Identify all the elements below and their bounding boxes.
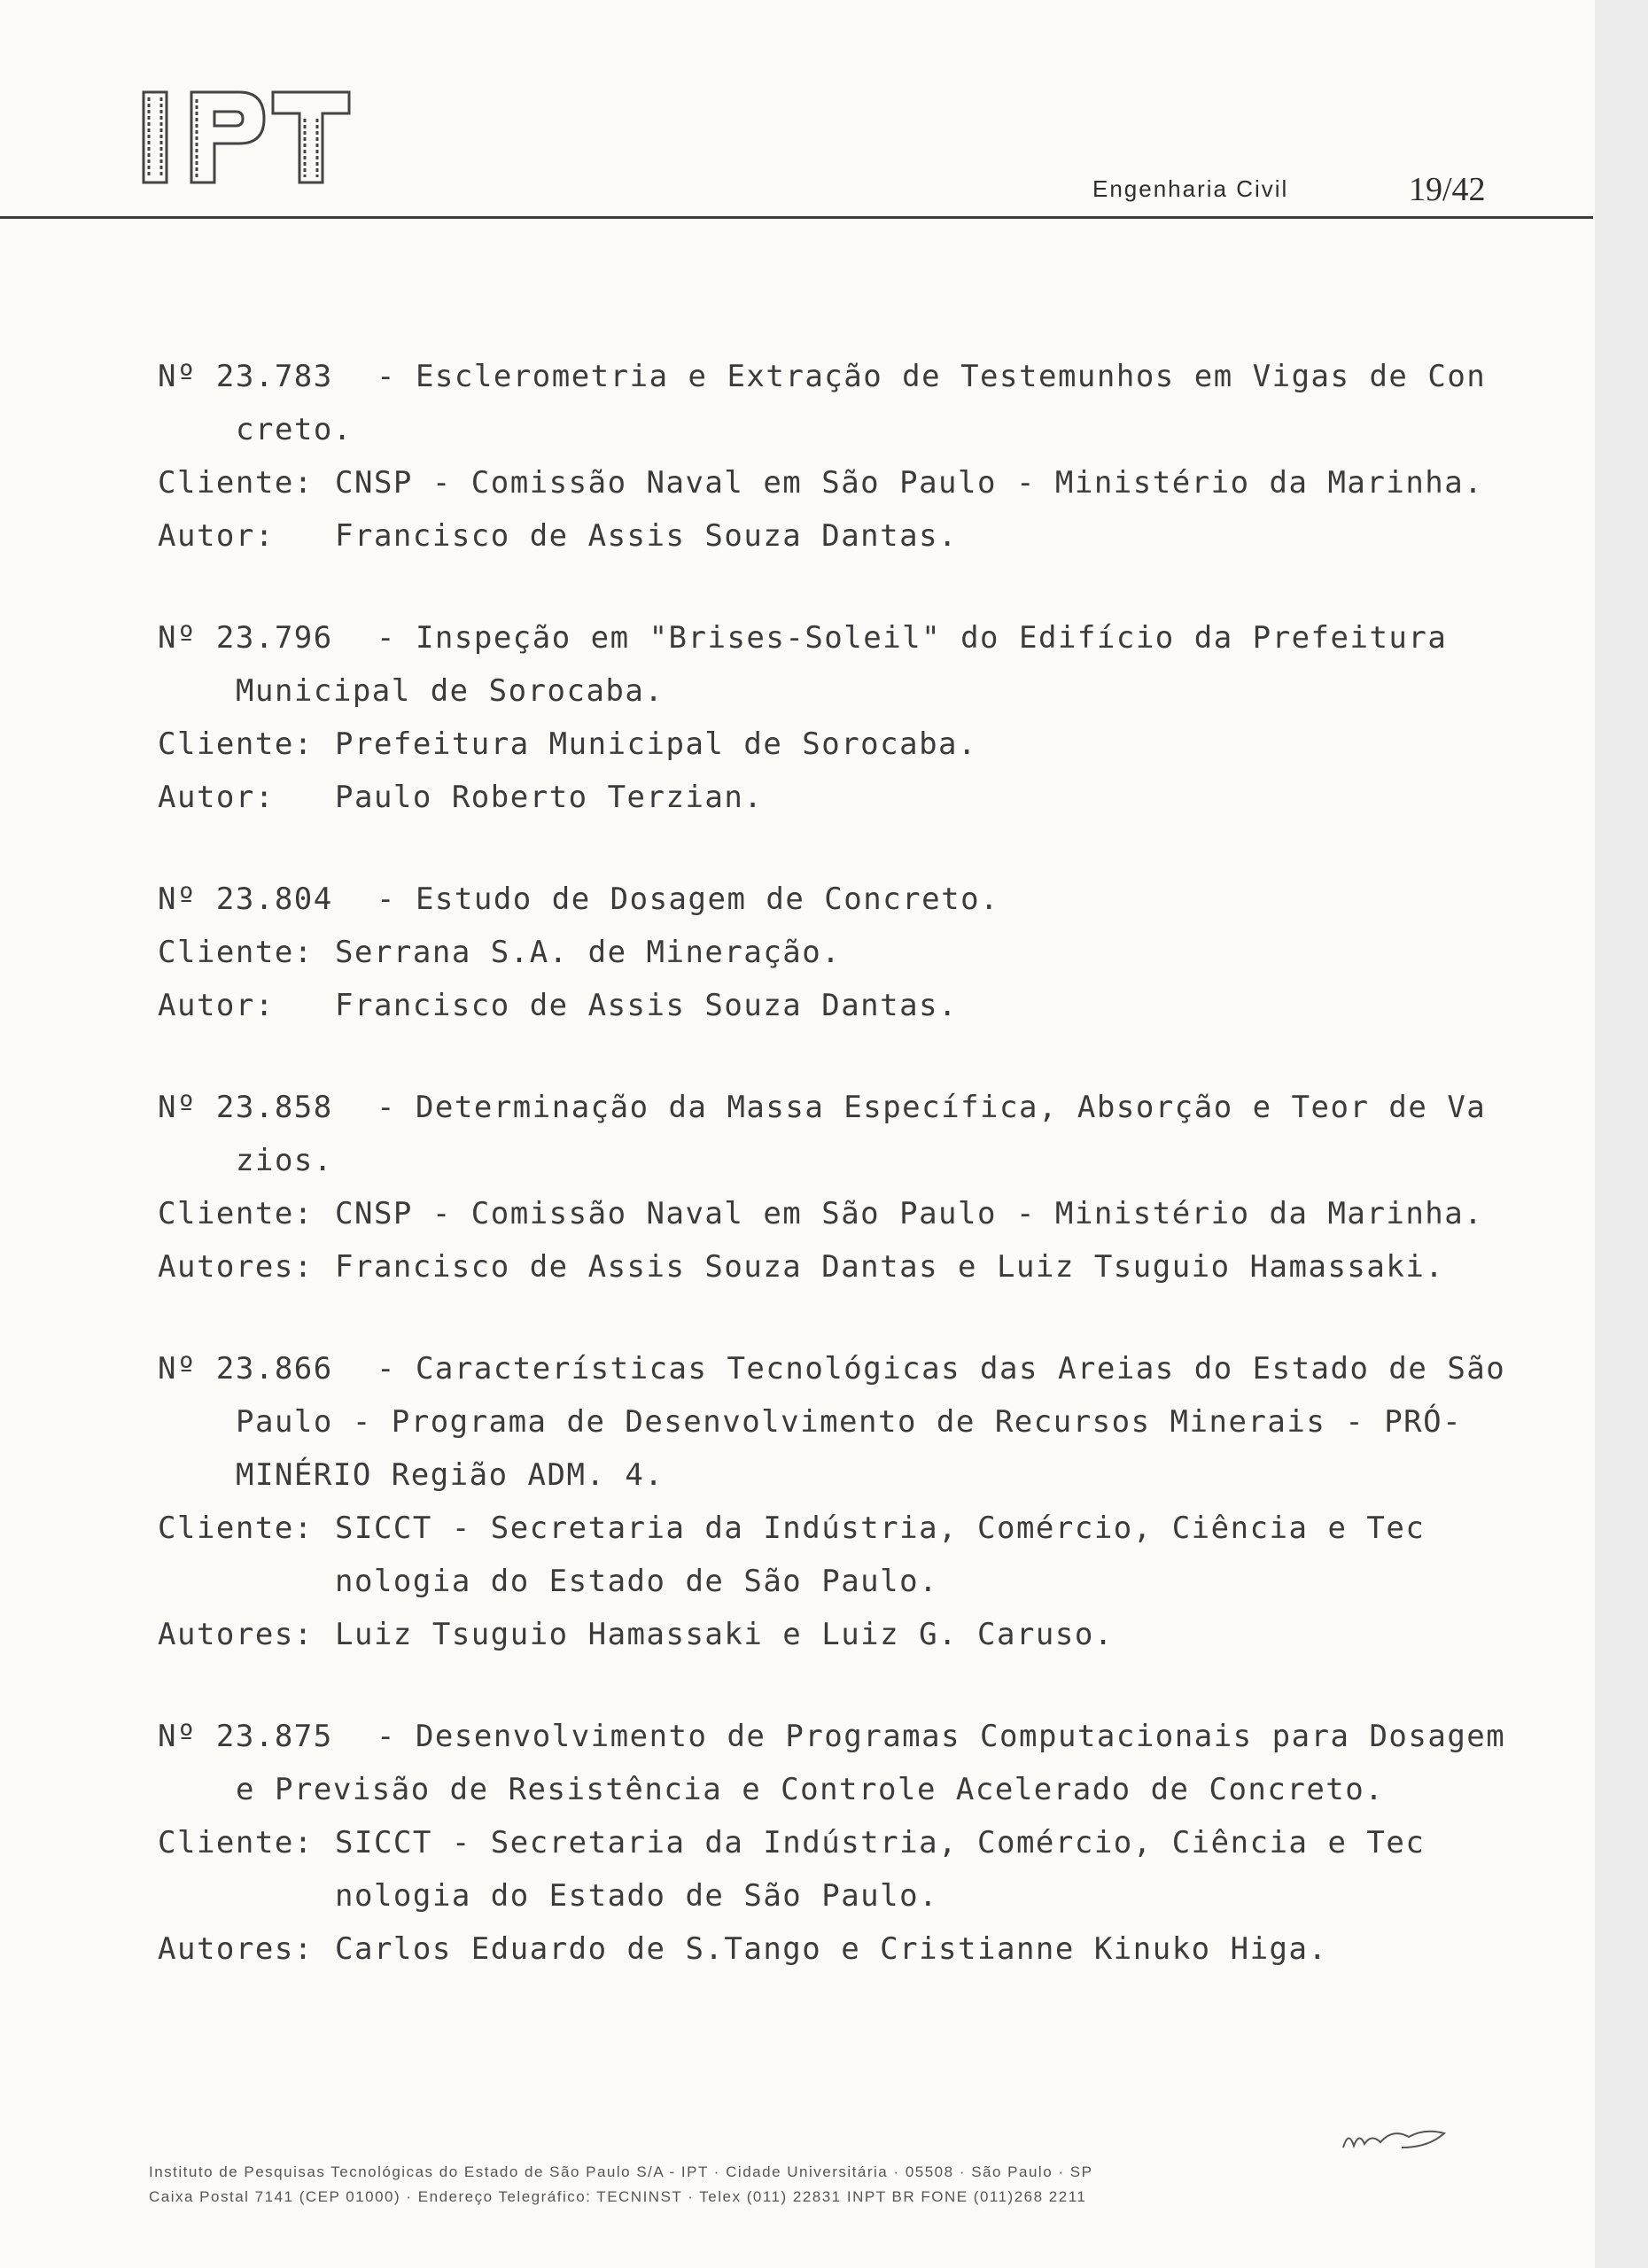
- client-value: SICCT - Secretaria da Indústria, Comércio, Ciência e Tec: [335, 1825, 1426, 1860]
- header-rule: [0, 216, 1593, 219]
- author-value: Carlos Eduardo de S.Tango e Cristianne Kinuko Higa.: [335, 1931, 1328, 1967]
- client-value: CNSP - Comissão Naval em São Paulo - Ministério da Marinha.: [335, 1196, 1484, 1231]
- author-label: Autores:: [158, 1249, 314, 1285]
- report-entry: [158, 873, 1504, 1032]
- client-value: Serrana S.A. de Mineração.: [335, 935, 842, 970]
- author-label: Autor:: [158, 518, 275, 554]
- report-title: - Esclerometria e Extração de Testemunhos em Vigas de Con: [377, 359, 1487, 394]
- author-value: Luiz Tsuguio Hamassaki e Luiz G. Caruso.: [335, 1617, 1114, 1652]
- report-title-continued: zios.: [236, 1143, 333, 1178]
- report-entry: [158, 350, 1504, 563]
- client-value: SICCT - Secretaria da Indústria, Comércio, Ciência e Tec: [335, 1511, 1426, 1546]
- scan-edge: [1595, 0, 1648, 2268]
- author-label: Autores:: [158, 1617, 314, 1652]
- client-value-continued: nologia do Estado de São Paulo.: [335, 1564, 939, 1599]
- client-value-continued: nologia do Estado de São Paulo.: [335, 1878, 939, 1914]
- client-value: CNSP - Comissão Naval em São Paulo - Ministério da Marinha.: [335, 465, 1484, 501]
- report-number: Nº 23.858: [158, 1090, 333, 1125]
- report-title: - Desenvolvimento de Programas Computacionais para Dosagem: [377, 1719, 1506, 1754]
- footer: [149, 2160, 1092, 2210]
- author-value: Francisco de Assis Souza Dantas.: [335, 518, 959, 554]
- page-number: 19/42: [1409, 171, 1486, 208]
- report-title-continued: Paulo - Programa de Desenvolvimento de Recursos Minerais - PRÓ-: [236, 1404, 1463, 1440]
- client-value: Prefeitura Municipal de Sorocaba.: [335, 726, 978, 762]
- report-entry: [158, 1710, 1504, 1976]
- client-label: Cliente:: [158, 1511, 314, 1546]
- client-label: Cliente:: [158, 1825, 314, 1860]
- client-label: Cliente:: [158, 935, 314, 970]
- client-label: Cliente:: [158, 726, 314, 762]
- report-entry: [158, 1342, 1504, 1661]
- client-label: Cliente:: [158, 465, 314, 501]
- report-entry: [158, 1081, 1504, 1293]
- author-value: Paulo Roberto Terzian.: [335, 780, 764, 815]
- report-list: [158, 350, 1504, 2024]
- author-label: Autor:: [158, 988, 275, 1023]
- report-title-continued: creto.: [236, 412, 353, 447]
- footer-contact-line: Caixa Postal 7141 (CEP 01000) · Endereço Telegráfico: TECNINST · Telex (011) 22831 INPT BR FONE (011)268 2211: [149, 2188, 1087, 2205]
- author-label: Autores:: [158, 1931, 314, 1967]
- report-title-continued: Municipal de Sorocaba.: [236, 673, 665, 709]
- handwritten-initials: [1340, 2121, 1455, 2156]
- report-number: Nº 23.783: [158, 359, 333, 394]
- department-label: Engenharia Civil: [1092, 175, 1289, 202]
- report-entry: [158, 611, 1504, 824]
- report-title-continued: MINÉRIO Região ADM. 4.: [236, 1457, 665, 1493]
- report-number: Nº 23.796: [158, 620, 333, 656]
- report-title: - Características Tecnológicas das Areias do Estado de São: [377, 1351, 1506, 1386]
- report-title: - Estudo de Dosagem de Concreto.: [377, 882, 1000, 917]
- footer-address-line: Instituto de Pesquisas Tecnológicas do Estado de São Paulo S/A - IPT · Cidade Universitária · 05508 · São Paulo · SP: [149, 2163, 1093, 2180]
- author-value: Francisco de Assis Souza Dantas.: [335, 988, 959, 1023]
- ipt-logo: [140, 85, 353, 190]
- client-label: Cliente:: [158, 1196, 314, 1231]
- report-number: Nº 23.866: [158, 1351, 333, 1386]
- author-value: Francisco de Assis Souza Dantas e Luiz Tsuguio Hamassaki.: [335, 1249, 1445, 1285]
- report-number: Nº 23.804: [158, 882, 333, 917]
- report-title: - Inspeção em "Brises-Soleil" do Edifício da Prefeitura: [377, 620, 1448, 656]
- report-title-continued: e Previsão de Resistência e Controle Acelerado de Concreto.: [236, 1772, 1385, 1807]
- report-title: - Determinação da Massa Específica, Absorção e Teor de Va: [377, 1090, 1487, 1125]
- author-label: Autor:: [158, 780, 275, 815]
- report-number: Nº 23.875: [158, 1719, 333, 1754]
